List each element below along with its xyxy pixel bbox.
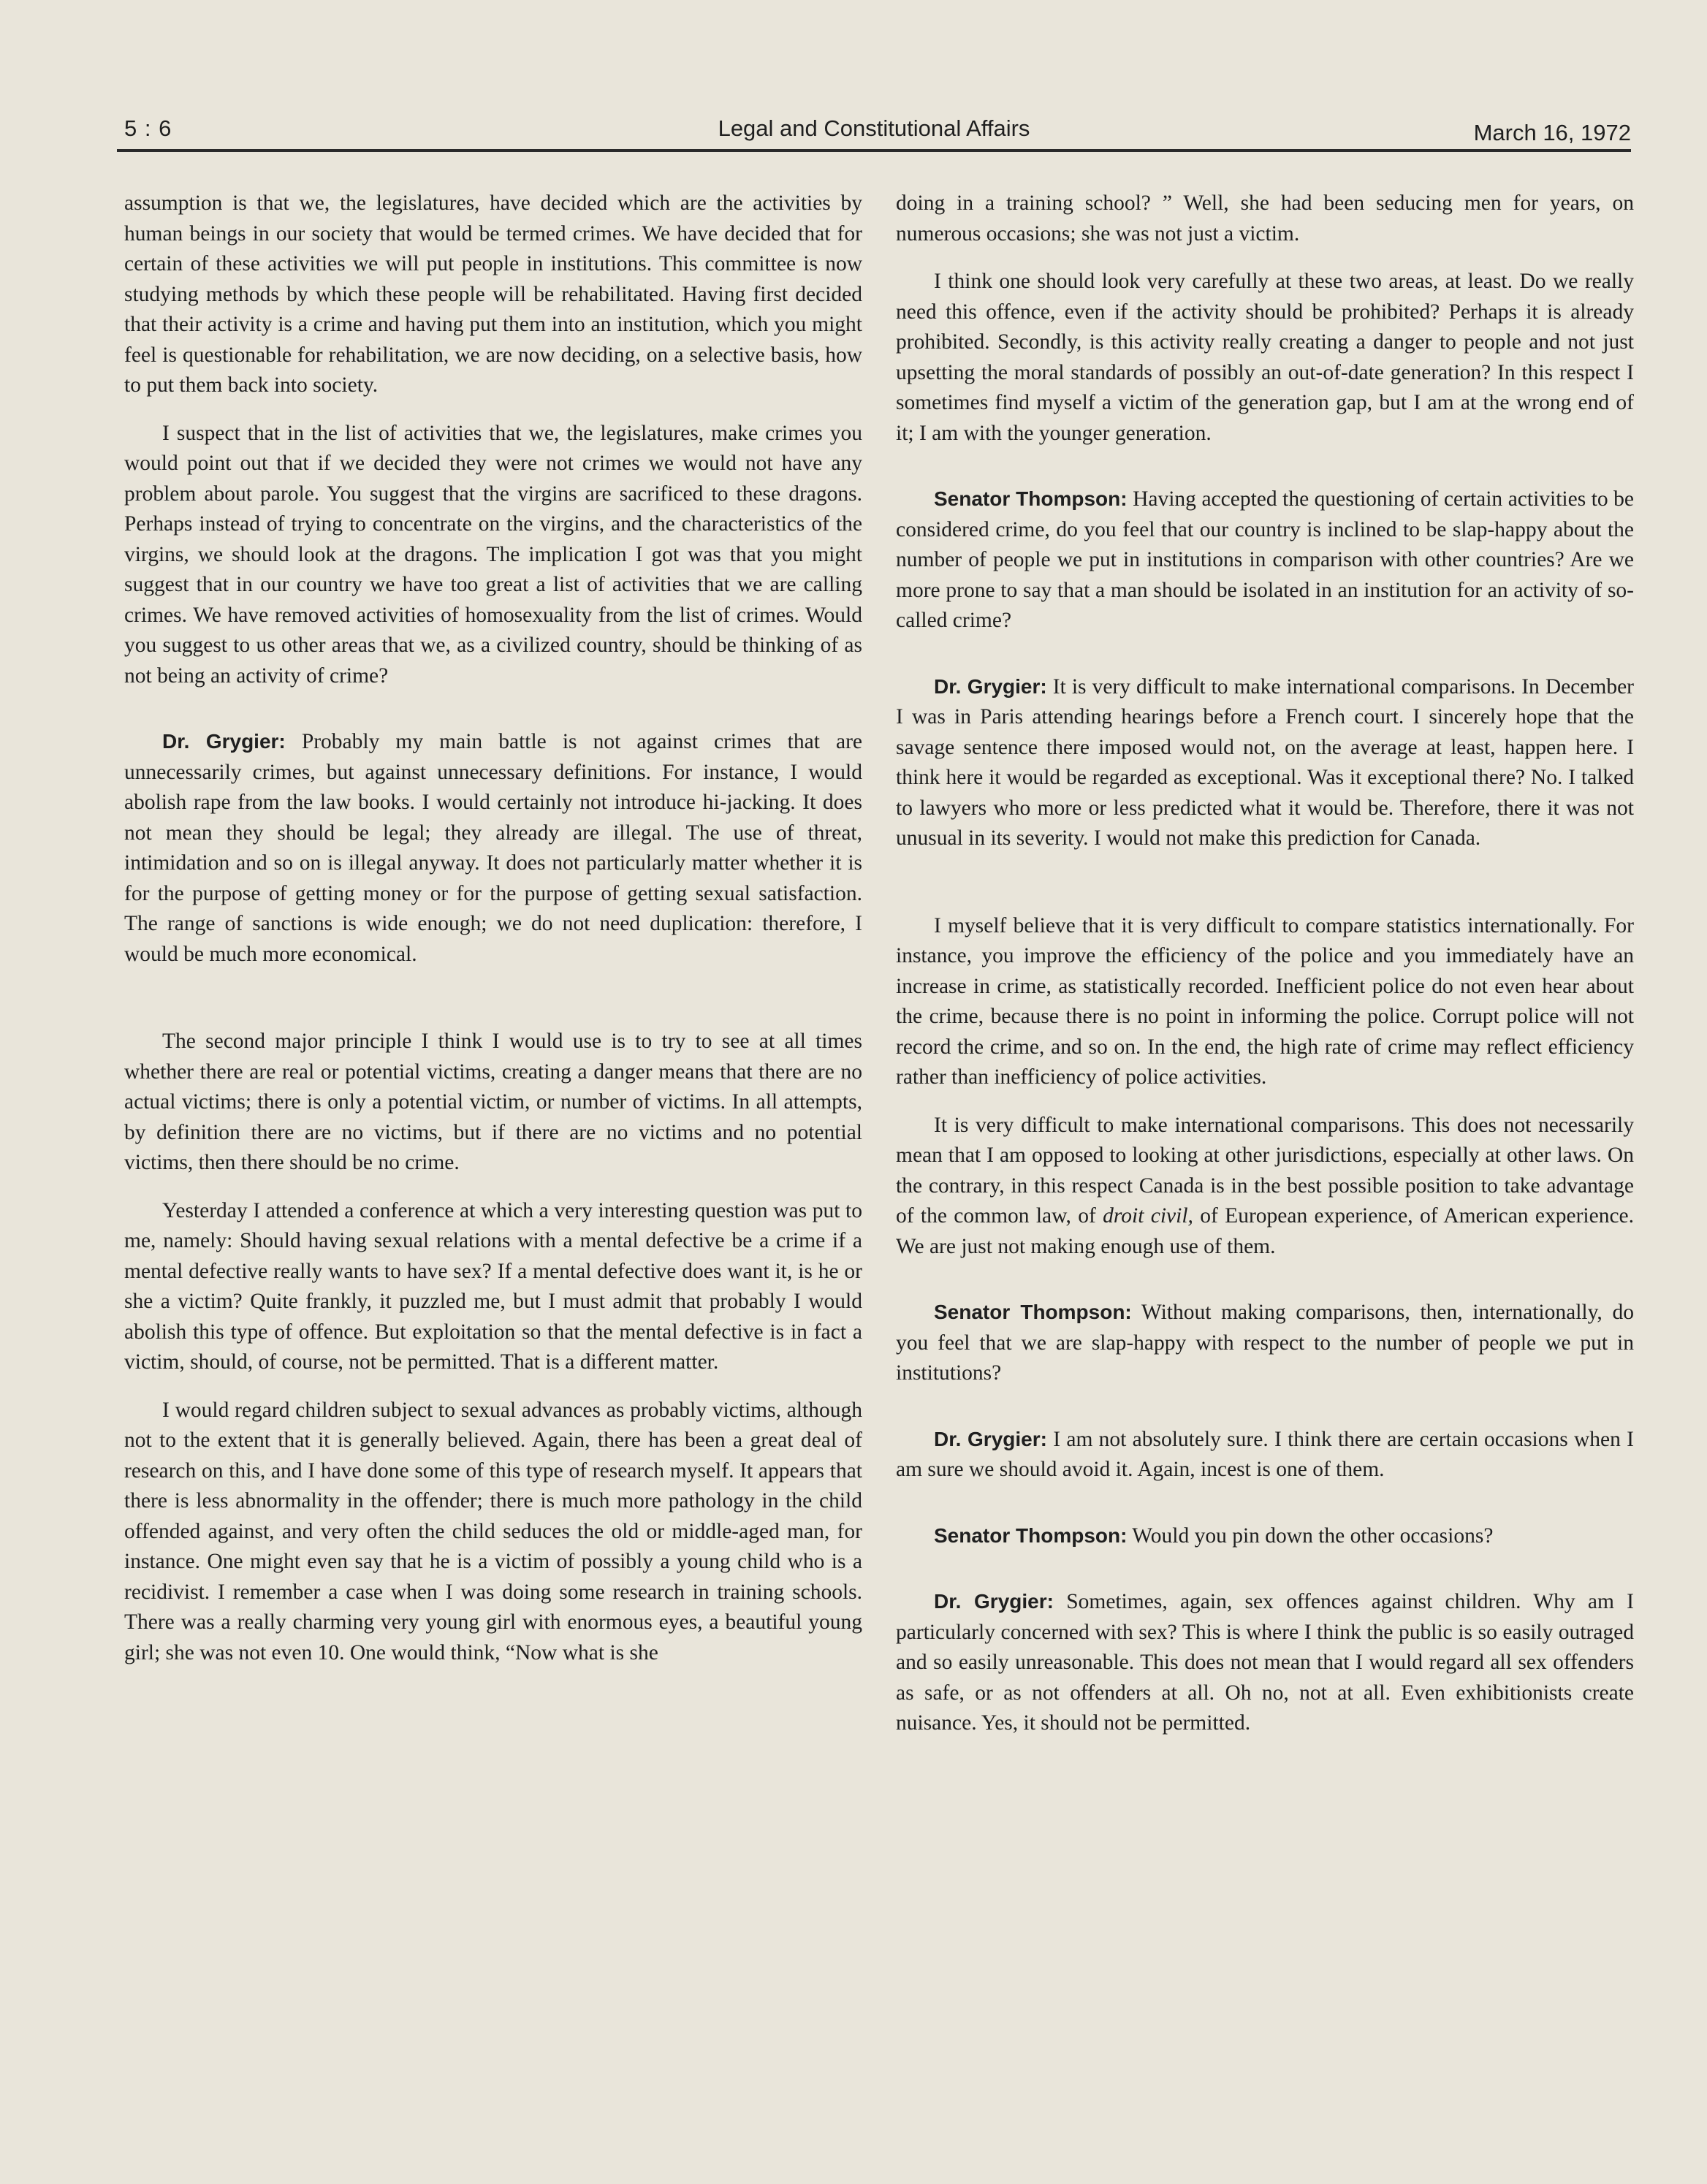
italic-term: droit civil,: [1103, 1204, 1193, 1228]
speaker-name: Dr. Grygier:: [934, 674, 1047, 698]
left-column: [124, 189, 862, 1668]
paragraph: I think one should look very carefully at these two areas, at least. Do we really need this offence, even if the activity should be prohibited? Perhaps it is already prohibited. Secondly, is this activity really creating a danger to people and not just upsetting the moral standards of possibly an out-of-date generation? In this respect I sometimes find myself a victim of the generation gap, but I am at the wrong end of it; I am with the younger generation.: [896, 270, 1634, 445]
speaker-name: Dr. Grygier:: [934, 1590, 1054, 1613]
paragraph: I would regard children subject to sexual advances as probably victims, although not to the extent that it is generally believed. Again, there has been a great deal of research on this, and I have done some of this type of research myself. It appears that there is less abnormality in the offender; there is much more pathology in the child offended against, and very often the child seduces the old or middle-aged man, for instance. One might even say that he is a victim of possibly a young child who is a recidivist. I remember a case when I was doing some research in training schools. There was a really charming very young girl with enormous eyes, a beautiful young girl; she was not even 10. One would think, “Now what is she: [124, 1398, 862, 1664]
speech-text: of European experience, of American experience. We are just not making enough use of them.: [896, 1204, 1635, 1258]
page-number: 5 : 6: [124, 115, 172, 141]
speaker-name: Senator Thompson:: [934, 1523, 1128, 1547]
paragraph: I suspect that in the list of activities that we, the legislatures, make crimes you would point out that if we decided they were not crimes we would not have any problem about parole. You suggest that the virgins are sacrificed to these dragons. Perhaps instead of trying to concentrate on the virgins, and the characteristics of the virgins, we should look at the dragons. The implication I got was that you might suggest that in our country we have too great a list of activities that we are calling crimes. We have removed activities of homosexuality from the list of crimes. Would you suggest to us other areas that we, as a civilized country, should be thinking of as not being an activity of crime?: [124, 421, 862, 688]
speaker-paragraph: [896, 1297, 1634, 1389]
speaker-name: Senator Thompson:: [934, 1301, 1132, 1323]
speech-text: Would you pin down the other occasions?: [1132, 1523, 1494, 1548]
speaker-paragraph: [896, 671, 1634, 854]
speech-text: It is very difficult to make international comparisons. In December I was in Paris attending hearings before a French court. I sincerely hope that the savage sentence there imposed would not, on the average at least, happen here. I think here it would be regarded as exceptional. Was it exceptional there? No. I talked to lawyers who more or less predicted what it would be. Therefore, there it was not unusual in its severity. I would not make this prediction for Canada.: [896, 674, 1635, 850]
speaker-name: Dr. Grygier:: [934, 1427, 1047, 1450]
speech-text: It is very difficult to make international comparisons. This does not necessarily mean that I am opposed to looking at other jurisdictions, especially at other laws. On the contrary, in this respect Canada is in the best possible position to take advantage of the common law, of: [896, 1113, 1634, 1228]
publication-title: Legal and Constitutional Affairs: [718, 115, 1030, 141]
speech-text: I am not absolutely sure. I think there are certain occasions when I am sure we should avoid it. Again, incest is one of them.: [896, 1427, 1634, 1481]
right-column: [896, 189, 1634, 1739]
speaker-paragraph: [896, 484, 1634, 636]
speaker-paragraph: [896, 1586, 1634, 1739]
speaker-paragraph: [896, 1424, 1634, 1485]
speaker-paragraph: [124, 726, 862, 970]
speech-text: Sometimes, again, sex offences against children. Why am I particularly concerned with sex? This is where I think the public is so easily outraged and so easily unreasonable. This does not mean that I would regard all sex offenders as safe, or as not offenders at all. Oh no, not at all. Even exhibitionists create nuisance. Yes, it should not be permitted.: [896, 1590, 1635, 1735]
speech-text: Probably my main battle is not against crimes that are unnecessarily crimes, but against unnecessary definitions. For instance, I would abolish rape from the law books. I would certainly not introduce hi-jacking. It does not mean they should be legal; they already are illegal. The use of threat, intimidation and so on is illegal anyway. It does not particularly matter whether it is for the purpose of getting money or for the purpose of getting sexual satisfaction. The range of sanctions is wide enough; we do not need duplication: therefore, I would be much more economical.: [124, 730, 862, 966]
paragraph: Yesterday I attended a conference at which a very interesting question was put to me, namely: Should having sexual relations with a mental defective be a crime if a mental defective really wants to have sex? If a mental defective does want it, is he or she a victim? Quite frankly, it puzzled me, but I must admit that probably I would abolish this type of offence. But exploitation so that the mental defective is in fact a victim, should, of course, not be permitted. That is a different matter.: [124, 1198, 862, 1374]
speech-text: Having accepted the questioning of certain activities to be considered crime, do you feel that our country is inclined to be slap-happy about the number of people we put in institutions in comparison with other countries? Are we more prone to say that a man should be isolated in an institution for an activity of so-called crime?: [896, 487, 1634, 632]
paragraph: I myself believe that it is very difficult to compare statistics internationally. For instance, you improve the efficiency of the police and you immediately have an increase in crime, as statistically recorded. Inefficient police do not even hear about the crime, because there is no point in informing the police. Corrupt police will not record the crime, and so on. In the end, the high rate of crime may reflect efficiency rather than inefficiency of police activities.: [896, 913, 1634, 1089]
paragraph: doing in a training school? ” Well, she had been seducing men for years, on numerous occasions; she was not just a victim.: [896, 191, 1634, 246]
paragraph: assumption is that we, the legislatures, have decided which are the activities by human beings in our society that would be termed crimes. We have decided that for certain of these activities we will put people in institutions. This committee is now studying methods by which these people will be rehabilitated. Having first decided that their activity is a crime and having put them into an institution, which you might feel is questionable for rehabilitation, we are now deciding, on a selective basis, how to put them back into society.: [124, 191, 862, 397]
issue-date: March 16, 1972: [1473, 120, 1631, 145]
paragraph: [896, 1111, 1634, 1263]
paragraph: The second major principle I think I would use is to try to see at all times whether there are real or potential victims, creating a danger means that there are no actual victims; there is only a potential victim, or number of victims. In all attempts, by definition there are no victims, but if there are no victims and no potential victims, then there should be no crime.: [124, 1030, 862, 1174]
speaker-paragraph: [896, 1521, 1634, 1552]
speaker-name: Dr. Grygier:: [162, 730, 286, 753]
speaker-name: Senator Thompson:: [934, 487, 1128, 510]
speech-text: Without making comparisons, then, internationally, do you feel that we are slap-happy with respect to the number of people we put in institutions?: [896, 1301, 1634, 1385]
page-header: [117, 108, 1631, 152]
